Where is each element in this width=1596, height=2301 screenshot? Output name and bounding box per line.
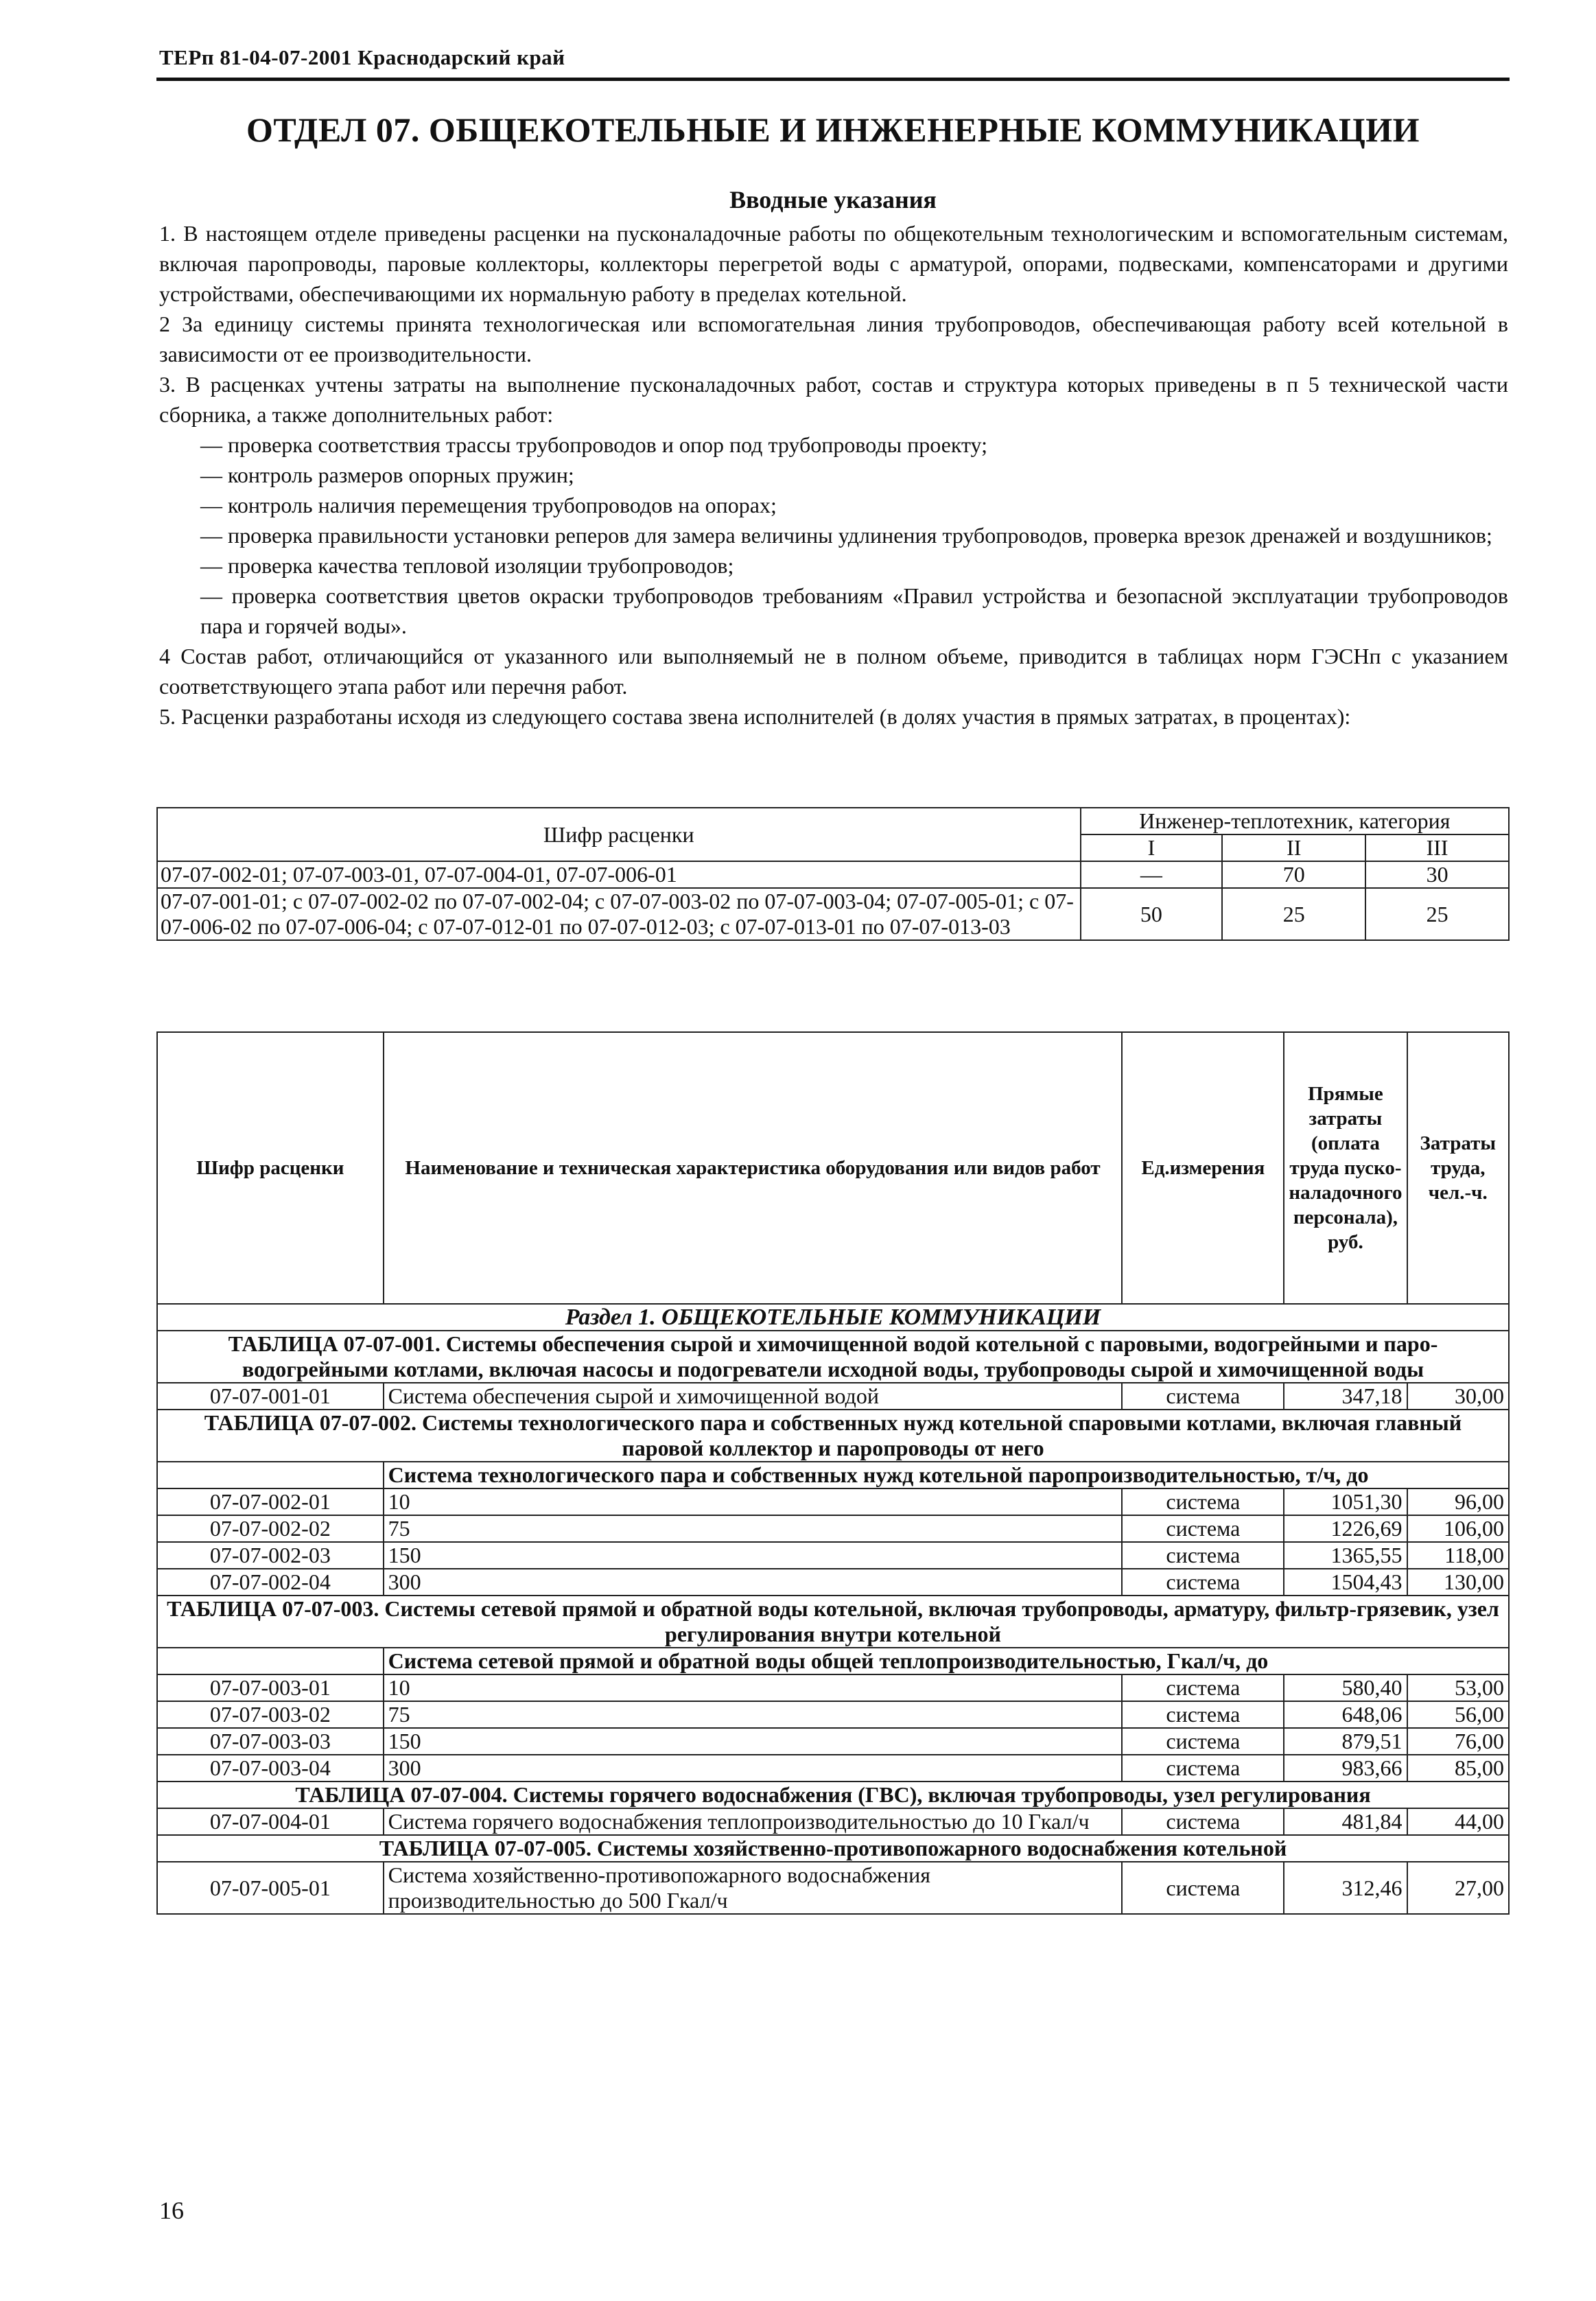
table-row (157, 1755, 1509, 1782)
rates-header-row (157, 1032, 1509, 1304)
rate-unit: система (1122, 1808, 1284, 1835)
rate-direct-costs: 481,84 (1284, 1808, 1407, 1835)
crew-composition-table (156, 807, 1510, 941)
document-header: ТЕРп 81-04-07-2001 Краснодарский край (159, 45, 565, 69)
table-row (157, 1808, 1509, 1835)
table-row (157, 1728, 1509, 1755)
rate-unit: система (1122, 1862, 1284, 1914)
rate-direct-costs: 879,51 (1284, 1728, 1407, 1755)
crew-cat-1: I (1081, 834, 1223, 861)
table-row (157, 861, 1509, 888)
rate-labor-costs: 85,00 (1407, 1755, 1509, 1782)
crew-cat-2: II (1222, 834, 1365, 861)
table-row (157, 1488, 1509, 1515)
table-002-title: ТАБЛИЦА 07-07-002. Системы технологического пара и собственных нужд котельной спаровыми котлами, включая главный паровой коллектор и паропроводы от него (157, 1410, 1509, 1462)
rate-labor-costs: 118,00 (1407, 1542, 1509, 1569)
col-header-unit: Ед.измерения (1122, 1032, 1284, 1304)
rate-direct-costs: 1051,30 (1284, 1488, 1407, 1515)
rate-name: Система обеспечения сырой и химочищенной водой (384, 1383, 1123, 1410)
rate-name: 300 (384, 1569, 1123, 1596)
crew-col-group: Инженер-теплотехник, категория (1081, 808, 1509, 834)
crew-codes: 07-07-002-01; 07-07-003-01, 07-07-004-01, 07-07-006-01 (157, 861, 1081, 888)
section-row (157, 1304, 1509, 1331)
intro-text (159, 218, 1508, 732)
crew-codes: 07-07-001-01; с 07-07-002-02 по 07-07-002-04; с 07-07-003-02 по 07-07-003-04; 07-07-005-01; с 07-07-006-02 по 07-07-006-04; с 07-07-012-01 по 07-07-012-03; с 07-07-013-01 по 07-07-013-03 (157, 888, 1081, 940)
rate-direct-costs: 1226,69 (1284, 1515, 1407, 1542)
table-row (157, 1515, 1509, 1542)
page-number: 16 (159, 2197, 184, 2224)
rate-code: 07-07-003-04 (157, 1755, 384, 1782)
section-title: ОТДЕЛ 07. ОБЩЕКОТЕЛЬНЫЕ И ИНЖЕНЕРНЫЕ КОММУНИКАЦИИ (246, 110, 1420, 149)
rate-direct-costs: 648,06 (1284, 1701, 1407, 1728)
table-row (157, 1569, 1509, 1596)
rate-labor-costs: 76,00 (1407, 1728, 1509, 1755)
rate-direct-costs: 1365,55 (1284, 1542, 1407, 1569)
rate-code: 07-07-003-01 (157, 1674, 384, 1701)
rate-name: Система горячего водоснабжения теплопроизводительностью до 10 Гкал/ч (384, 1808, 1123, 1835)
rate-direct-costs: 347,18 (1284, 1383, 1407, 1410)
rate-unit: система (1122, 1701, 1284, 1728)
col-header-code: Шифр расценки (157, 1032, 384, 1304)
intro-dash-1: — проверка соответствия трассы трубопроводов и опор под трубопроводы проекту; (200, 432, 987, 457)
intro-paragraph-3: 3. В расценках учтены затраты на выполнение пусконаладочных работ, состав и структура которых приведены в п 5 технической части сборника, а также дополнительных работ: (159, 372, 1508, 427)
table-001-title: ТАБЛИЦА 07-07-001. Системы обеспечения сырой и химочищенной водой котельной с паровыми, водогрейными и паро-водогрейными котлами, включая насосы и подогреватели исходной воды, трубопроводы сырой и химочищенной воды (157, 1331, 1509, 1383)
intro-paragraph-2: 2 За единицу системы принята технологическая или вспомогательная линия трубопроводов, обеспечивающая работу всей котельной в зависимости от ее производительности. (159, 312, 1508, 366)
intro-paragraph-5: 5. Расценки разработаны исходя из следующего состава звена исполнителей (в долях участия в прямых затратах, в процентах): (159, 704, 1351, 729)
rate-code: 07-07-001-01 (157, 1383, 384, 1410)
rate-labor-costs: 130,00 (1407, 1569, 1509, 1596)
rate-labor-costs: 96,00 (1407, 1488, 1509, 1515)
subheader-row (157, 1648, 1509, 1674)
rate-unit: система (1122, 1755, 1284, 1782)
section-1-title: Раздел 1. ОБЩЕКОТЕЛЬНЫЕ КОММУНИКАЦИИ (157, 1304, 1509, 1331)
intro-paragraph-4: 4 Состав работ, отличающийся от указанного или выполняемый не в полном объеме, приводится в таблицах норм ГЭСНп с указанием соответствующего этапа работ или перечня работ. (159, 644, 1508, 699)
intro-dash-5: — проверка качества тепловой изоляции трубопроводов; (200, 553, 734, 578)
crew-share-3: 25 (1365, 888, 1509, 940)
intro-dash-4: — проверка правильности установки реперов для замера величины удлинения трубопроводов, проверка врезок дренажей и воздушников; (200, 523, 1492, 548)
rate-name: 300 (384, 1755, 1123, 1782)
rate-code: 07-07-002-01 (157, 1488, 384, 1515)
rate-labor-costs: 56,00 (1407, 1701, 1509, 1728)
crew-share-2: 70 (1222, 861, 1365, 888)
rates-table (156, 1031, 1510, 1915)
empty-cell (157, 1648, 384, 1674)
empty-cell (157, 1462, 384, 1488)
table-row (157, 1542, 1509, 1569)
rate-labor-costs: 30,00 (1407, 1383, 1509, 1410)
rate-name: Система хозяйственно-противопожарного водоснабжения производительностью до 500 Гкал/ч (384, 1862, 1123, 1914)
table-005-title: ТАБЛИЦА 07-07-005. Системы хозяйственно-противопожарного водоснабжения котельной (157, 1835, 1509, 1862)
rate-unit: система (1122, 1569, 1284, 1596)
rate-code: 07-07-002-03 (157, 1542, 384, 1569)
intro-title: Вводные указания (729, 186, 937, 213)
rate-unit: система (1122, 1488, 1284, 1515)
rate-unit: система (1122, 1728, 1284, 1755)
rate-code: 07-07-003-03 (157, 1728, 384, 1755)
table-title-row (157, 1835, 1509, 1862)
rate-code: 07-07-004-01 (157, 1808, 384, 1835)
crew-share-2: 25 (1222, 888, 1365, 940)
rate-direct-costs: 312,46 (1284, 1862, 1407, 1914)
crew-share-3: 30 (1365, 861, 1509, 888)
intro-dash-3: — контроль наличия перемещения трубопроводов на опорах; (200, 493, 777, 517)
intro-dash-2: — контроль размеров опорных пружин; (200, 463, 574, 487)
rate-name: 150 (384, 1728, 1123, 1755)
rate-code: 07-07-003-02 (157, 1701, 384, 1728)
table-row (157, 1383, 1509, 1410)
col-header-name: Наименование и техническая характеристика оборудования или видов работ (384, 1032, 1123, 1304)
col-header-labor-costs: Затраты труда, чел.-ч. (1407, 1032, 1509, 1304)
crew-share-1: 50 (1081, 888, 1223, 940)
table-title-row (157, 1596, 1509, 1648)
intro-dash-6: — проверка соответствия цветов окраски трубопроводов требованиям «Правил устройства и безопасной эксплуатации трубопроводов пара и горячей воды». (200, 583, 1508, 638)
rate-code: 07-07-005-01 (157, 1862, 384, 1914)
header-rule (156, 78, 1510, 81)
rate-labor-costs: 27,00 (1407, 1862, 1509, 1914)
rate-unit: система (1122, 1542, 1284, 1569)
table-title-row (157, 1331, 1509, 1383)
rate-labor-costs: 53,00 (1407, 1674, 1509, 1701)
table-row (157, 1862, 1509, 1914)
crew-col-code: Шифр расценки (157, 808, 1081, 861)
rate-name: 75 (384, 1701, 1123, 1728)
rate-direct-costs: 580,40 (1284, 1674, 1407, 1701)
intro-paragraph-1: 1. В настоящем отделе приведены расценки на пусконаладочные работы по общекотельным технологическим и вспомогательным системам, включая паропроводы, паровые коллекторы, коллекторы перегретой воды с арматурой, опорами, подвесками, компенсаторами и другими устройствами, обеспечивающими их нормальную работу в пределах котельной. (159, 221, 1508, 306)
table-003-subheader: Система сетевой прямой и обратной воды общей теплопроизводительностью, Гкал/ч, до (384, 1648, 1509, 1674)
crew-cat-3: III (1365, 834, 1509, 861)
rate-name: 150 (384, 1542, 1123, 1569)
crew-share-1: — (1081, 861, 1223, 888)
table-title-row (157, 1782, 1509, 1808)
rate-unit: система (1122, 1674, 1284, 1701)
rate-labor-costs: 44,00 (1407, 1808, 1509, 1835)
table-row (157, 1674, 1509, 1701)
rate-name: 10 (384, 1674, 1123, 1701)
rate-name: 75 (384, 1515, 1123, 1542)
rate-direct-costs: 1504,43 (1284, 1569, 1407, 1596)
table-002-subheader: Система технологического пара и собственных нужд котельной паропроизводительностью, т/ч, до (384, 1462, 1509, 1488)
table-row (157, 888, 1509, 940)
rate-labor-costs: 106,00 (1407, 1515, 1509, 1542)
rate-unit: система (1122, 1515, 1284, 1542)
rate-direct-costs: 983,66 (1284, 1755, 1407, 1782)
rate-name: 10 (384, 1488, 1123, 1515)
table-003-title: ТАБЛИЦА 07-07-003. Системы сетевой прямой и обратной воды котельной, включая трубопроводы, арматуру, фильтр-грязевик, узел регулирования внутри котельной (157, 1596, 1509, 1648)
subheader-row (157, 1462, 1509, 1488)
table-title-row (157, 1410, 1509, 1462)
rate-unit: система (1122, 1383, 1284, 1410)
crew-header-row (157, 808, 1509, 834)
table-row (157, 1701, 1509, 1728)
table-004-title: ТАБЛИЦА 07-07-004. Системы горячего водоснабжения (ГВС), включая трубопроводы, узел регулирования (157, 1782, 1509, 1808)
rate-code: 07-07-002-04 (157, 1569, 384, 1596)
rate-code: 07-07-002-02 (157, 1515, 384, 1542)
col-header-direct-costs: Прямые затраты (оплата труда пуско-наладочного персонала), руб. (1284, 1032, 1407, 1304)
